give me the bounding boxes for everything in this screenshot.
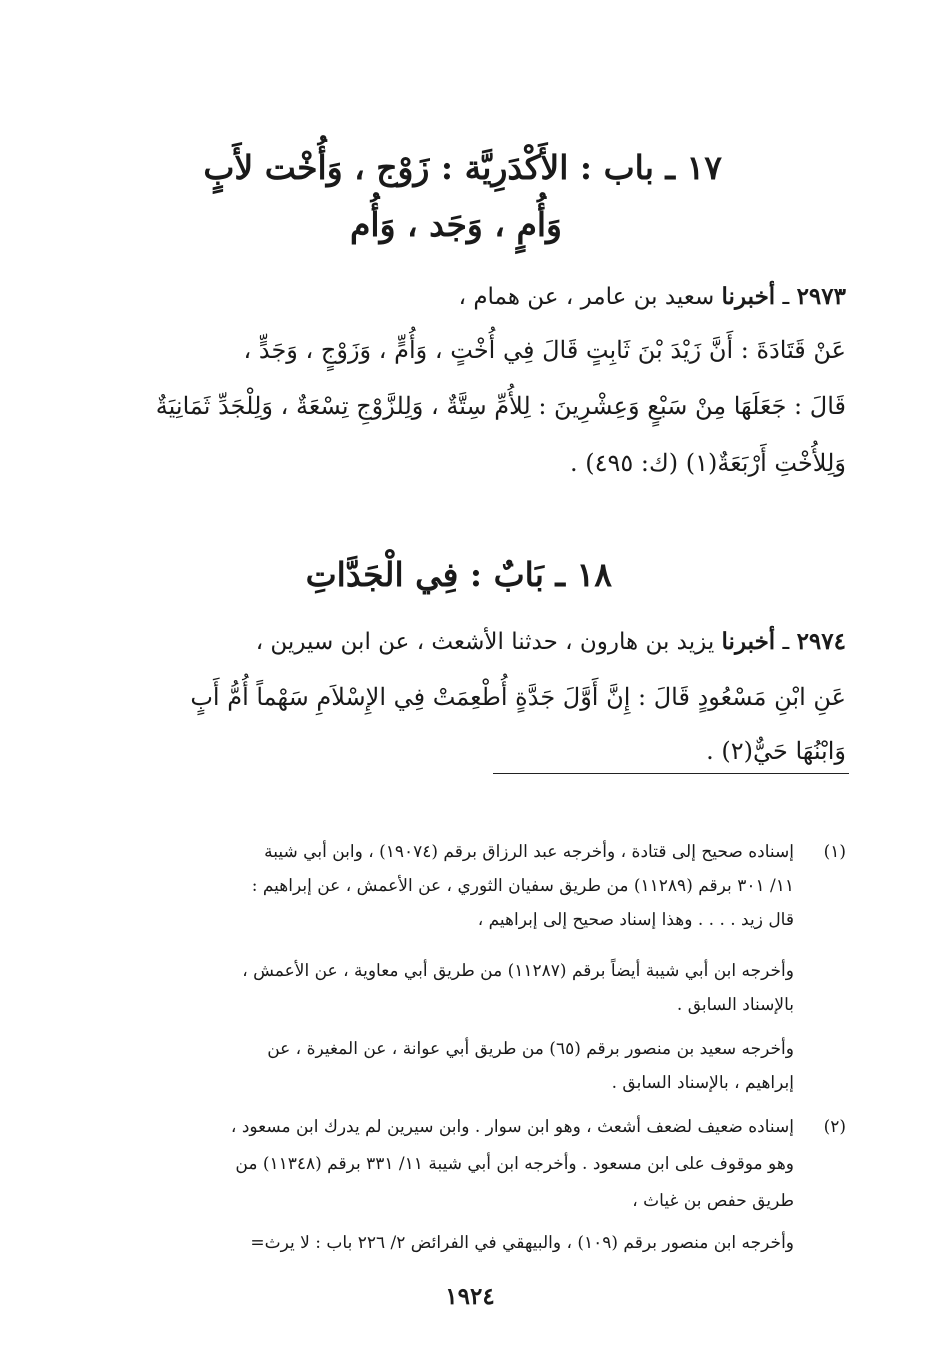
page-number: ١٩٢٤	[445, 1283, 495, 1310]
footnote-2-marker: (٢)	[823, 1117, 846, 1137]
footnote-2-line: طريق حفص بن غياث ،	[632, 1191, 794, 1211]
hadith-isnad: يزيد بن هارون ، حدثنا الأشعث ، عن ابن سيرين ،	[255, 629, 715, 655]
footnote-1-line: وأخرجه سعيد بن منصور برقم (٦٥) من طريق أبي عوانة ، عن المغيرة ، عن	[267, 1039, 794, 1059]
footnote-1-line: إبراهيم ، بالإسناد السابق .	[611, 1073, 794, 1093]
hadith-number: ٢٩٧٤	[796, 628, 846, 655]
hadith-2973-matn-line-1: عَنْ قَتَادَةَ : أَنَّ زَيْدَ بْنَ ثَابِتٍ قَالَ فِي أُخْتٍ ، وَأُمٍّ ، وَزَوْجٍ ، وَجَدٍّ ،	[243, 336, 846, 364]
footnote-1-marker: (١)	[823, 842, 846, 862]
chapter-17-title-line-1: ١٧ ـ باب : الأَكْدَرِيَّة : زَوْج ، وَأُخْت لأَبٍ	[203, 148, 722, 187]
footnote-2-line: إسناده ضعيف لضعف أشعث ، وهو ابن سوار . وابن سيرين لم يدرك ابن مسعود ،	[230, 1117, 794, 1137]
footnote-2-line: وهو موقوف على ابن مسعود . وأخرجه ابن أبي شيبة ١١/ ٣٣١ برقم (١١٣٤٨) من	[235, 1154, 794, 1174]
hadith-isnad: سعيد بن عامر ، عن همام ،	[458, 284, 715, 310]
footnote-1-line: قال زيد . . . . وهذا إسناد صحيح إلى إبراهيم ،	[477, 910, 794, 930]
chapter-17-title-line-2: وَأُمٍ ، وَجَد ، وَأُم	[350, 205, 562, 244]
hadith-2974-header	[256, 628, 846, 655]
footnote-1-line: بالإسناد السابق .	[676, 995, 794, 1015]
footnote-1-line: وأخرجه ابن أبي شيبة أيضاً برقم (١١٢٨٧) من طريق أبي معاوية ، عن الأعمش ،	[242, 961, 794, 981]
hadith-number: ٢٩٧٣	[796, 283, 846, 310]
chapter-18-title: ١٨ ـ بَابٌ : فِي الْجَدَّاتِ	[305, 555, 612, 594]
hadith-verb: أخبرنا	[721, 628, 776, 655]
hadith-verb: أخبرنا	[721, 283, 776, 310]
footnote-2-line: وأخرجه ابن منصور برقم (١٠٩) ، والبيهقي في الفرائض ٢/ ٢٢٦ باب : لا يرث=	[250, 1233, 794, 1253]
hadith-2974-matn-line-2: وَابْنُهَا حَيٌّ(٢) .	[706, 737, 846, 765]
hadith-2974-matn-line-1: عَنِ ابْنِ مَسْعُودٍ قَالَ : إِنَّ أَوَّلَ جَدَّةٍ أُطْعِمَتْ فِي الإِسْلاَمِ سَهْماً أُمُّ أَبٍ	[190, 683, 846, 711]
footnote-1-line: ١١/ ٣٠١ برقم (١١٢٨٩) من طريق سفيان الثوري ، عن الأعمش ، عن إبراهيم :	[251, 876, 794, 896]
hadith-2973-header	[459, 283, 846, 310]
hadith-2973-matn-line-2: قَالَ : جَعَلَهَا مِنْ سَبْعٍ وَعِشْرِينَ : لِلأُمِّ سِتَّةٌ ، وَلِلزَّوْجِ تِسْعَةٌ ، وَلِلْجَدِّ ثَمَانِيَةٌ	[155, 392, 846, 420]
footnote-separator	[493, 773, 849, 774]
hadith-2973-matn-line-3: وَلِلأُخْتِ أَرْبَعَةٌ(١) (ك: ٤٩٥) .	[569, 449, 846, 477]
hadith-dash: ـ	[775, 629, 790, 655]
hadith-dash: ـ	[775, 284, 790, 310]
footnote-1-line: إسناده صحيح إلى قتادة ، وأخرجه عبد الرزاق برقم (١٩٠٧٤) ، وابن أبي شيبة	[264, 842, 794, 862]
